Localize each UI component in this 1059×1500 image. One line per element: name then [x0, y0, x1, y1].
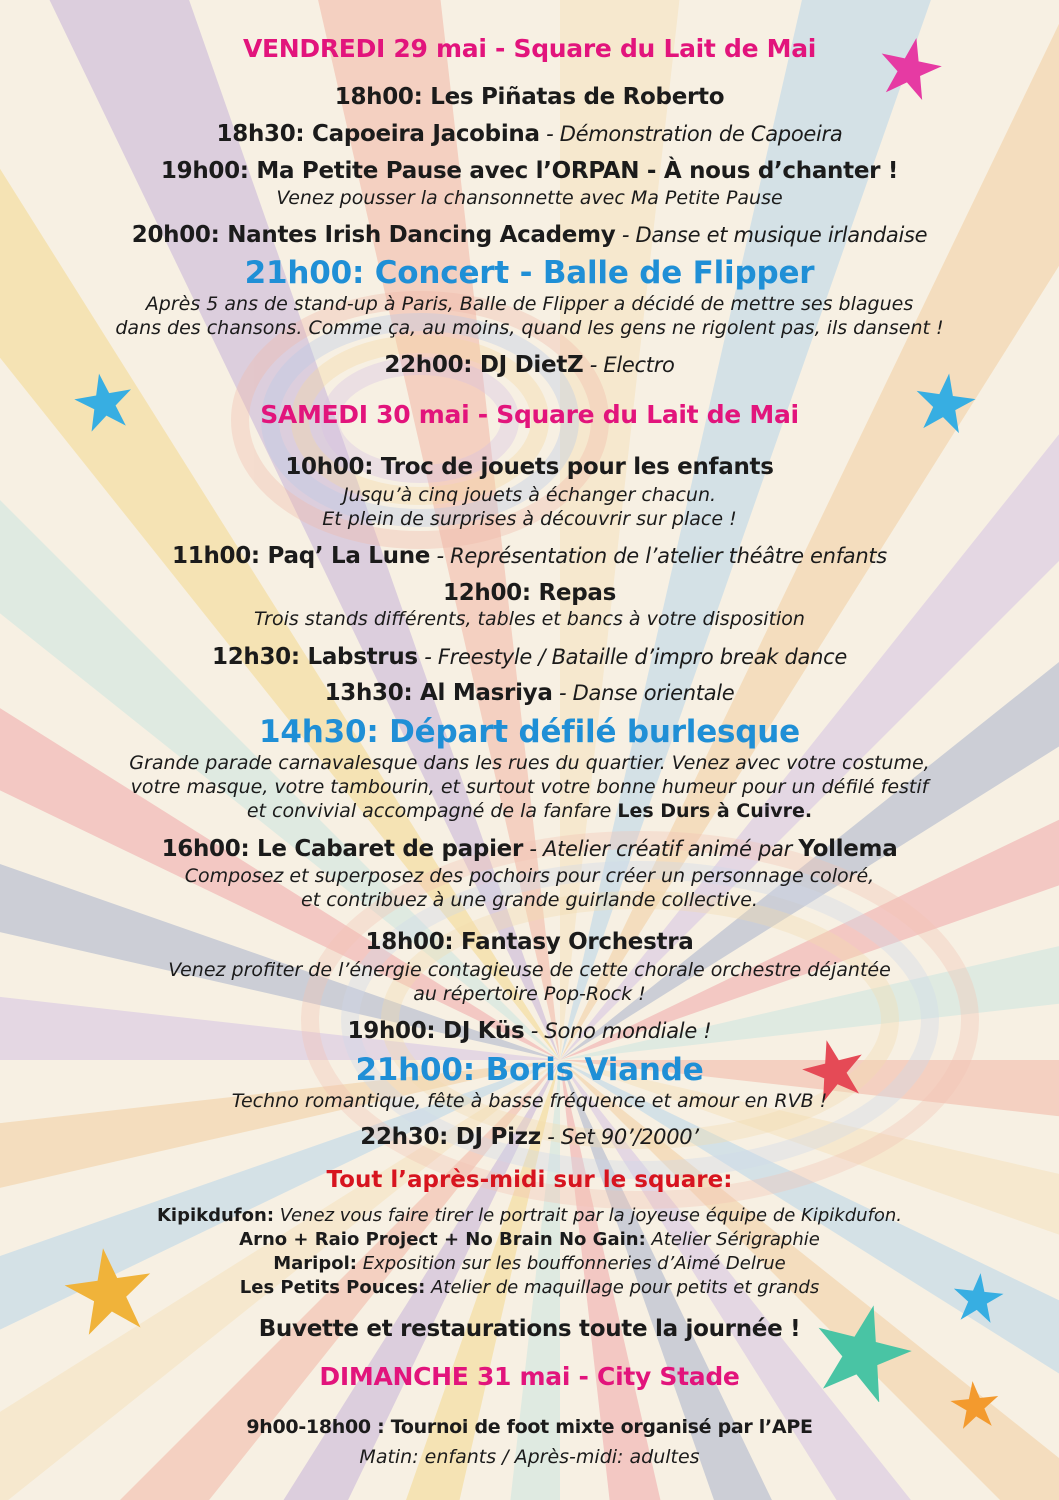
- event-title: 19h00: Ma Petite Pause avec l’ORPAN - À nous d’chanter !: [160, 158, 899, 184]
- event-description: Freestyle / Bataille d’impro break dance: [437, 645, 848, 669]
- friday-heading: VENDREDI 29 mai - Square du Lait de Mai: [242, 34, 817, 63]
- saturday-event-11: [0, 1124, 1059, 1150]
- saturday-boris-subtitle: Techno romantique, fête à basse fréquence et amour en RVB !: [231, 1090, 828, 1112]
- friday-event-1: [0, 84, 1059, 110]
- friday-event-4: [0, 222, 1059, 248]
- event-title: 10h00: Troc de jouets pour les enfants: [285, 454, 774, 480]
- event-separator: -: [417, 645, 438, 669]
- afternoon-item-2: [0, 1229, 1059, 1250]
- friday-event-3: [0, 158, 1059, 184]
- friday-event-3-subtitle: Venez pousser la chansonnette avec Ma Petite Pause: [276, 187, 783, 209]
- event-title: 13h30: Al Masriya: [324, 680, 553, 706]
- saturday-heading: SAMEDI 30 mai - Square du Lait de Mai: [260, 400, 799, 429]
- event-title: 12h30: Labstrus: [211, 644, 418, 670]
- event-separator: -: [523, 837, 544, 861]
- activity-description: Atelier de maquillage pour petits et grands: [425, 1277, 820, 1298]
- saturday-event-9: [0, 1018, 1059, 1044]
- saturday-parade-description-1: Grande parade carnavalesque dans les rues du quartier. Venez avec votre costume,: [129, 752, 930, 774]
- activity-name: Kipikdufon:: [156, 1205, 275, 1226]
- parade-description-text: et convivial accompagné de la fanfare: [246, 800, 618, 822]
- saturday-event-7-subtitle-2: et contribuez à une grande guirlande collective.: [301, 889, 758, 911]
- event-description: Démonstration de Capoeira: [559, 122, 843, 146]
- event-description: Représentation de l’atelier théâtre enfants: [450, 544, 887, 568]
- event-title: 22h00: DJ DietZ: [384, 352, 584, 378]
- afternoon-heading: Tout l’après-midi sur le square:: [326, 1167, 733, 1193]
- event-separator: -: [615, 223, 636, 247]
- event-separator: -: [539, 122, 560, 146]
- event-title: 20h00: Nantes Irish Dancing Academy: [131, 222, 616, 248]
- saturday-event-4: [0, 644, 1059, 670]
- event-description: Atelier créatif animé par: [543, 837, 799, 861]
- friday-event-2: [0, 121, 1059, 147]
- saturday-event-3-subtitle: Trois stands différents, tables et bancs à votre disposition: [254, 608, 805, 630]
- event-title: 16h00: Le Cabaret de papier: [161, 836, 523, 862]
- saturday-parade-description-2: votre masque, votre tambourin, et surtout votre bonne humeur pour un défilé festif: [130, 776, 929, 798]
- event-description: Sono mondiale !: [544, 1019, 712, 1043]
- saturday-parade-title: 14h30: Départ défilé burlesque: [258, 714, 800, 750]
- saturday-event-3: [0, 580, 1059, 606]
- event-title: 18h00: Les Piñatas de Roberto: [334, 84, 725, 110]
- sunday-event-1-subtitle: Matin: enfants / Après-midi: adultes: [359, 1446, 700, 1468]
- event-title: 11h00: Paq’ La Lune: [172, 543, 431, 569]
- afternoon-item-3: [0, 1253, 1059, 1274]
- event-separator: -: [524, 1019, 545, 1043]
- friday-event-6: [0, 352, 1059, 378]
- event-separator: -: [552, 681, 573, 705]
- afternoon-item-1: [0, 1205, 1059, 1226]
- friday-concert-description-1: Après 5 ans de stand-up à Paris, Balle de Flipper a décidé de mettre ses blagues: [145, 293, 914, 315]
- event-title: 19h00: DJ Küs: [347, 1018, 525, 1044]
- saturday-event-1: [0, 454, 1059, 480]
- saturday-event-8-subtitle-2: au répertoire Pop-Rock !: [413, 983, 646, 1005]
- event-title: 12h00: Repas: [443, 580, 616, 606]
- artist-name: Yollema: [798, 836, 898, 862]
- event-separator: -: [540, 1125, 561, 1149]
- event-title: 18h00: Fantasy Orchestra: [365, 929, 694, 955]
- event-title: 9h00-18h00 : Tournoi de foot mixte organisé par l’APE: [246, 1416, 813, 1438]
- event-title: 18h30: Capoeira Jacobina: [216, 121, 540, 147]
- activity-name: Arno + Raio Project + No Brain No Gain:: [239, 1229, 646, 1250]
- friday-concert-title: 21h00: Concert - Balle de Flipper: [244, 255, 815, 291]
- activity-description: Venez vous faire tirer le portrait par la joyeuse équipe de Kipikdufon.: [274, 1205, 903, 1226]
- saturday-event-7-subtitle-1: Composez et superposez des pochoirs pour créer un personnage coloré,: [184, 865, 875, 887]
- activity-description: Exposition sur les bouffonneries d’Aimé Delrue: [356, 1253, 786, 1274]
- event-title: 22h30: DJ Pizz: [360, 1124, 541, 1150]
- sunday-event-1: [0, 1416, 1059, 1438]
- saturday-event-1-subtitle-1: Jusqu’à cinq jouets à échanger chacun.: [342, 484, 717, 506]
- saturday-boris-title: 21h00: Boris Viande: [355, 1052, 704, 1088]
- friday-concert-description-2: dans des chansons. Comme ça, au moins, quand les gens ne rigolent pas, ils dansent !: [115, 317, 944, 339]
- activity-name: Les Petits Pouces:: [239, 1277, 426, 1298]
- sunday-heading: DIMANCHE 31 mai - City Stade: [319, 1362, 740, 1391]
- saturday-parade-description-3: [0, 800, 1059, 822]
- event-description: Danse et musique irlandaise: [635, 223, 928, 247]
- event-description: Electro: [603, 353, 675, 377]
- activity-description: Atelier Sérigraphie: [645, 1229, 820, 1250]
- fanfare-name: Les Durs à Cuivre.: [617, 800, 813, 822]
- saturday-event-8-subtitle-1: Venez profiter de l’énergie contagieuse de cette chorale orchestre déjantée: [168, 959, 891, 981]
- event-description: Set 90’/2000’: [560, 1125, 699, 1149]
- saturday-event-2: [0, 543, 1059, 569]
- saturday-event-8: [0, 929, 1059, 955]
- event-description: Danse orientale: [572, 681, 735, 705]
- saturday-event-1-subtitle-2: Et plein de surprises à découvrir sur place !: [322, 508, 737, 530]
- buvette-line: Buvette et restaurations toute la journée !: [258, 1316, 801, 1342]
- event-separator: -: [430, 544, 451, 568]
- saturday-event-5: [0, 680, 1059, 706]
- event-separator: -: [583, 353, 604, 377]
- afternoon-item-4: [0, 1277, 1059, 1298]
- saturday-event-7: [0, 836, 1059, 862]
- activity-name: Maripol:: [273, 1253, 357, 1274]
